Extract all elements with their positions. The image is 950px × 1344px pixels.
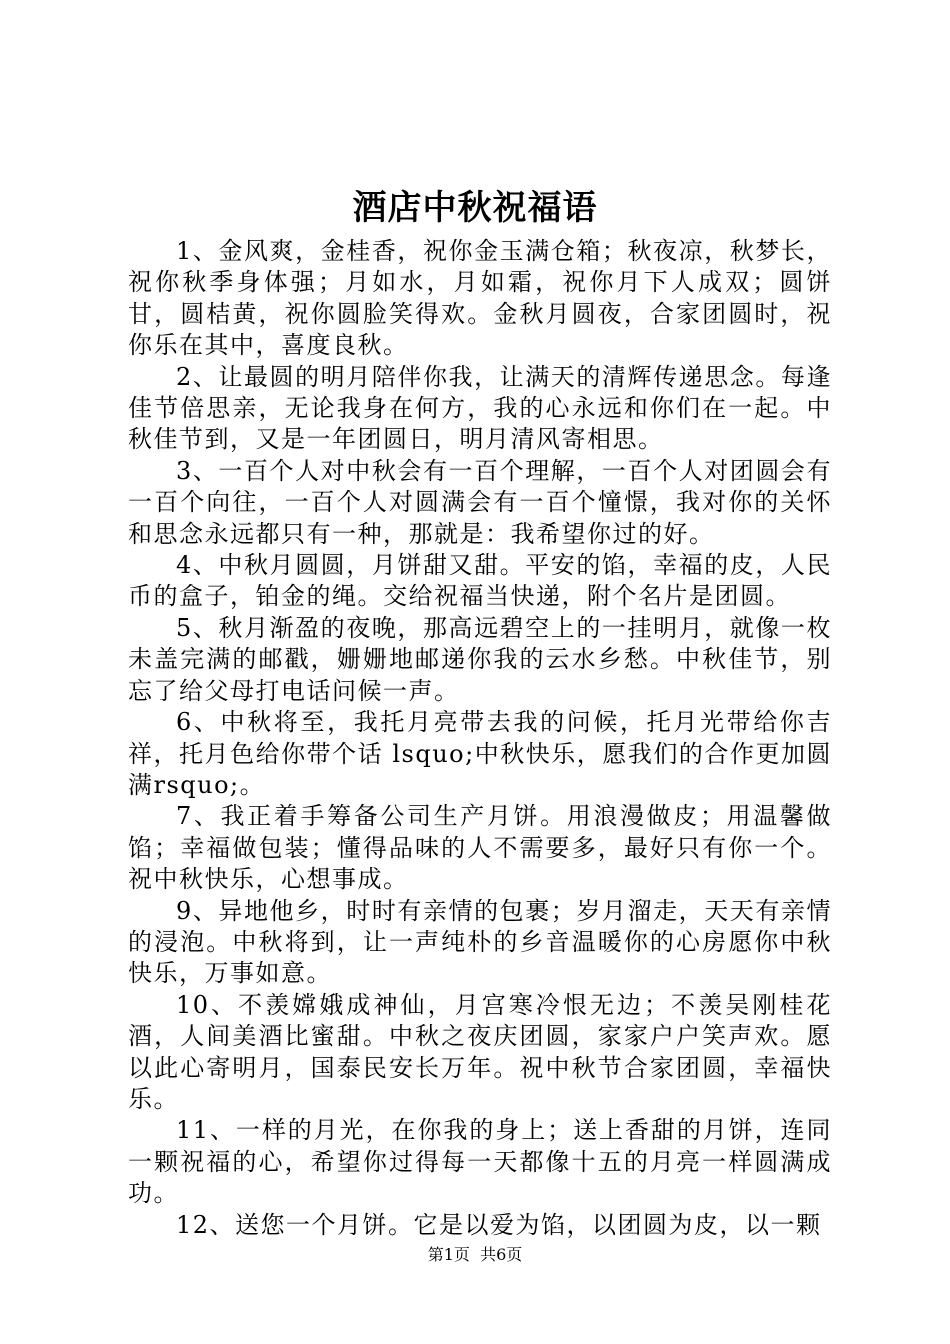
paragraph-2: 2、让最圆的明月陪伴你我，让满天的清辉传递思念。每逢佳节倍思亲，无论我身在何方，我的心永远和你们在一起。中秋佳节到，又是一年团圆日，明月清风寄相思。 [128, 362, 832, 454]
document-body [128, 236, 832, 1241]
page-number-footer: 第1页 共6页 [427, 1245, 523, 1264]
paragraph-7: 7、我正着手筹备公司生产月饼。用浪漫做皮；用温馨做馅；幸福做包装；懂得品味的人不需要多，最好只有你一个。祝中秋快乐，心想事成。 [128, 802, 832, 894]
paragraph-5: 5、秋月渐盈的夜晚，那高远碧空上的一挂明月，就像一枚未盖完满的邮戳，姗姗地邮递你我的云水乡愁。中秋佳节，别忘了给父母打电话问候一声。 [128, 613, 832, 705]
document-title: 酒店中秋祝福语 [352, 188, 598, 228]
paragraph-4: 4、中秋月圆圆，月饼甜又甜。平安的馅，幸福的皮，人民币的盒子，铂金的绳。交给祝福当快递，附个名片是团圆。 [128, 551, 832, 611]
paragraph-12: 12、送您一个月饼。它是以爱为馅，以团圆为皮，以一颗 [176, 1210, 822, 1239]
paragraph-11: 11、一样的月光，在你我的身上；送上香甜的月饼，连同一颗祝福的心，希望你过得每一天都像十五的月亮一样圆满成功。 [128, 1116, 832, 1208]
paragraph-10: 10、不羡嫦娥成神仙，月宫寒冷恨无边；不羡吴刚桂花酒，人间美酒比蜜甜。中秋之夜庆团圆，家家户户笑声欢。愿以此心寄明月，国泰民安长万年。祝中秋节合家团圆，幸福快乐。 [128, 990, 832, 1113]
paragraph-6: 6、中秋将至，我托月亮带去我的问候，托月光带给你吉祥，托月色给你带个话 lsquo;中秋快乐，愿我们的合作更加圆满rsquo;。 [128, 708, 832, 799]
paragraph-9: 9、异地他乡，时时有亲情的包裹；岁月溜走，天天有亲情的浸泡。中秋将到，让一声纯朴的乡音温暖你的心房愿你中秋快乐，万事如意。 [128, 896, 832, 988]
paragraph-1: 1、金风爽，金桂香，祝你金玉满仓箱；秋夜凉，秋梦长，祝你秋季身体强；月如水，月如霜，祝你月下人成双；圆饼甘，圆桔黄，祝你圆脸笑得欢。金秋月圆夜，合家团圆时，祝你乐在其中，喜度良秋。 [128, 237, 832, 360]
paragraph-3: 3、一百个人对中秋会有一百个理解，一百个人对团圆会有一百个向往，一百个人对圆满会有一百个憧憬，我对你的关怀和思念永远都只有一种，那就是：我希望你过的好。 [128, 456, 832, 548]
